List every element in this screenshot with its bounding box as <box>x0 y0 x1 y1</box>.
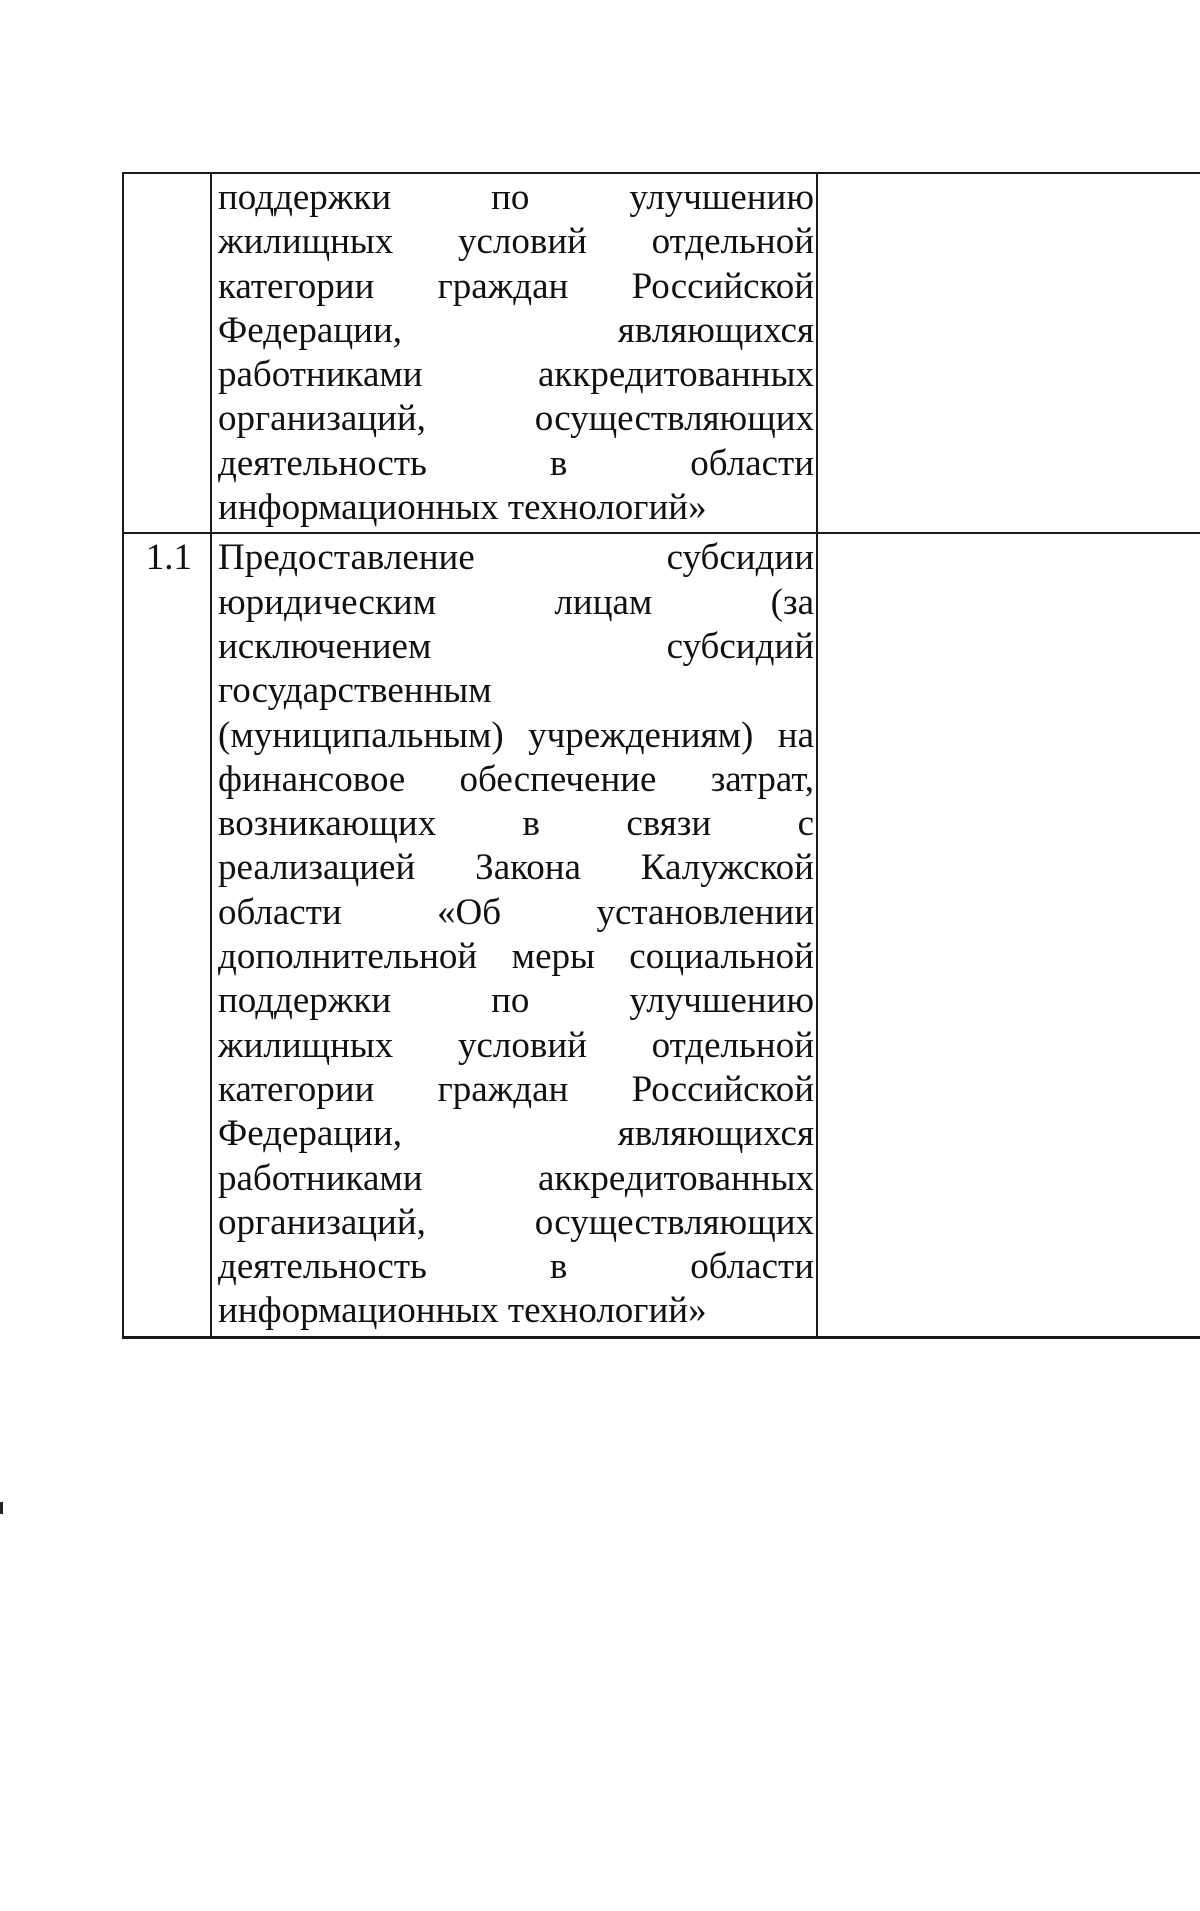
row-number: 1.1 <box>145 537 192 579</box>
text-line: Федерации, являющихся <box>218 309 814 351</box>
table-row <box>123 533 1200 1337</box>
row-number-cell <box>123 173 211 533</box>
text-line: информационных технологий» <box>218 487 707 529</box>
text-line: деятельность в области <box>218 442 814 484</box>
text-line: области «Об установлении <box>218 891 814 933</box>
text-line: юридическим лицам (за <box>218 581 814 623</box>
document-table <box>122 172 1200 1339</box>
text-line: деятельность в области <box>218 1246 814 1288</box>
row-number-cell <box>123 533 211 1337</box>
table-row <box>123 173 1200 533</box>
text-line: (муниципальным) учреждениям) на <box>218 714 814 756</box>
text-line: Предоставление субсидии <box>218 537 814 579</box>
text-line: Федерации, являющихся <box>218 1113 814 1155</box>
text-line: дополнительной меры социальной <box>218 936 814 978</box>
text-line: информационных технологий» <box>218 1290 707 1332</box>
scan-edge-mark <box>0 1502 3 1514</box>
text-line: возникающих в связи с <box>218 803 814 845</box>
text-line: поддержки по улучшению <box>218 980 814 1022</box>
text-line: организаций, осуществляющих <box>218 398 814 440</box>
row-description-cell <box>211 173 817 533</box>
text-line: финансовое обеспечение затрат, <box>218 758 814 800</box>
text-line: жилищных условий отдельной <box>218 221 814 263</box>
row-description <box>212 174 816 532</box>
text-line: работниками аккредитованных <box>218 354 814 396</box>
row-description-cell <box>211 533 817 1337</box>
text-line: исключением субсидий <box>218 625 814 667</box>
text-line: поддержки по улучшению <box>218 177 814 218</box>
row-extra-cell <box>817 533 1200 1337</box>
text-line: жилищных условий отдельной <box>218 1024 814 1066</box>
text-line: категории граждан Российской <box>218 265 814 307</box>
row-description <box>212 534 816 1335</box>
row-extra-cell <box>817 173 1200 533</box>
text-line: категории граждан Российской <box>218 1068 814 1110</box>
text-line: государственным <box>218 670 492 712</box>
text-line: реализацией Закона Калужской <box>218 847 814 889</box>
row-number <box>124 174 210 176</box>
text-line: работниками аккредитованных <box>218 1157 814 1199</box>
text-line: организаций, осуществляющих <box>218 1201 814 1243</box>
